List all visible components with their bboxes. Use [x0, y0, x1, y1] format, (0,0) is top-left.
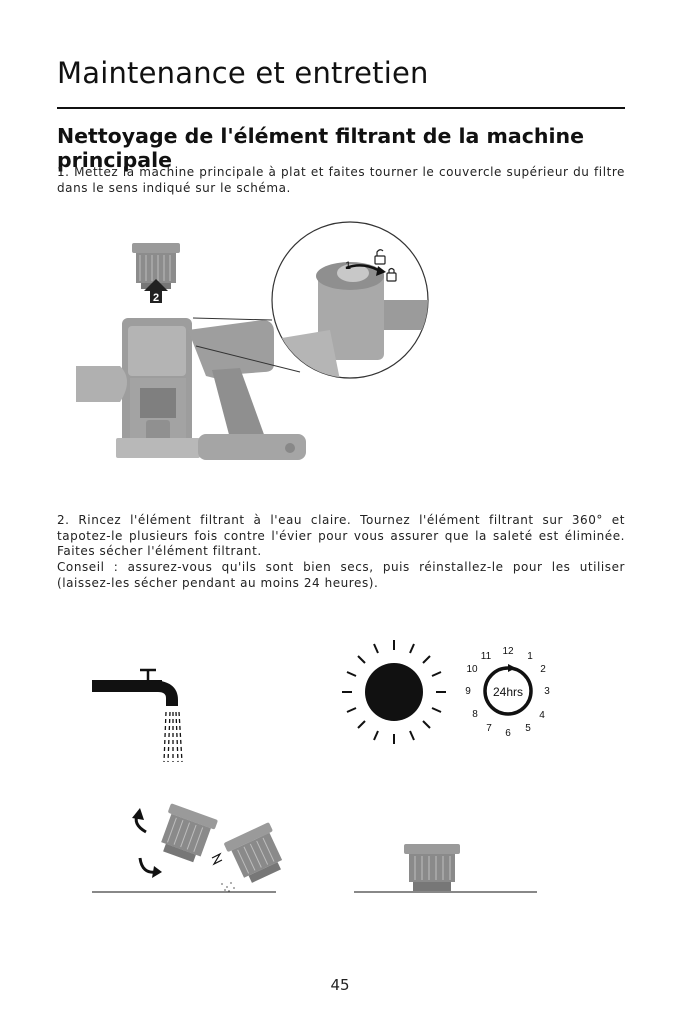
clock-number: 8 — [472, 709, 478, 720]
dust-particles — [221, 882, 235, 892]
step-2-text: 2. Rincez l'élément filtrant à l'eau claire. Tournez l'élément filtrant sur 360° et tapotez-le plusieurs fois contre l'évier pour vous assurer que la saleté est éliminée. Faites sécher l'élément filtrant. — [57, 513, 625, 558]
clock-number: 1 — [527, 651, 533, 662]
tip-text: Conseil : assurez-vous qu'ils sont bien secs, puis réinstallez-le pour les utiliser (laissez-les sécher pendant au moins 24 heures). — [57, 560, 625, 590]
step-1-text: 1. Mettez la machine principale à plat et faites tourner le couvercle supérieur du filtre dans le sens indiqué sur le schéma. — [57, 165, 625, 195]
clock-number: 12 — [502, 646, 514, 657]
cleaning-drying-illustration — [0, 620, 680, 980]
page-number: 45 — [330, 976, 350, 994]
page-title: Maintenance et entretien — [57, 56, 429, 90]
clock-duration-label: 24hrs — [492, 685, 524, 699]
tap-impact-icon — [212, 854, 222, 864]
clock-number: 10 — [466, 664, 478, 675]
clock-number: 6 — [505, 728, 511, 739]
clock-number: 9 — [465, 686, 471, 697]
sun-icon — [342, 640, 446, 744]
clock-number: 4 — [539, 710, 545, 721]
rotation-step-label: 1 — [345, 260, 352, 272]
faucet-icon — [92, 670, 178, 706]
water-stream-icon — [164, 712, 182, 762]
clock-number: 2 — [540, 664, 546, 675]
vacuum-main-body — [76, 318, 306, 460]
filter-tapping-illustration — [92, 803, 289, 892]
clock-number: 5 — [525, 723, 531, 734]
step-2-badge: 2 — [152, 292, 160, 304]
dried-filter-illustration — [354, 844, 537, 892]
section-subtitle: Nettoyage de l'élément filtrant de la machine principale — [57, 124, 584, 172]
clock-number: 11 — [480, 651, 492, 662]
clock-number: 7 — [486, 723, 492, 734]
clock-number: 3 — [544, 686, 550, 697]
